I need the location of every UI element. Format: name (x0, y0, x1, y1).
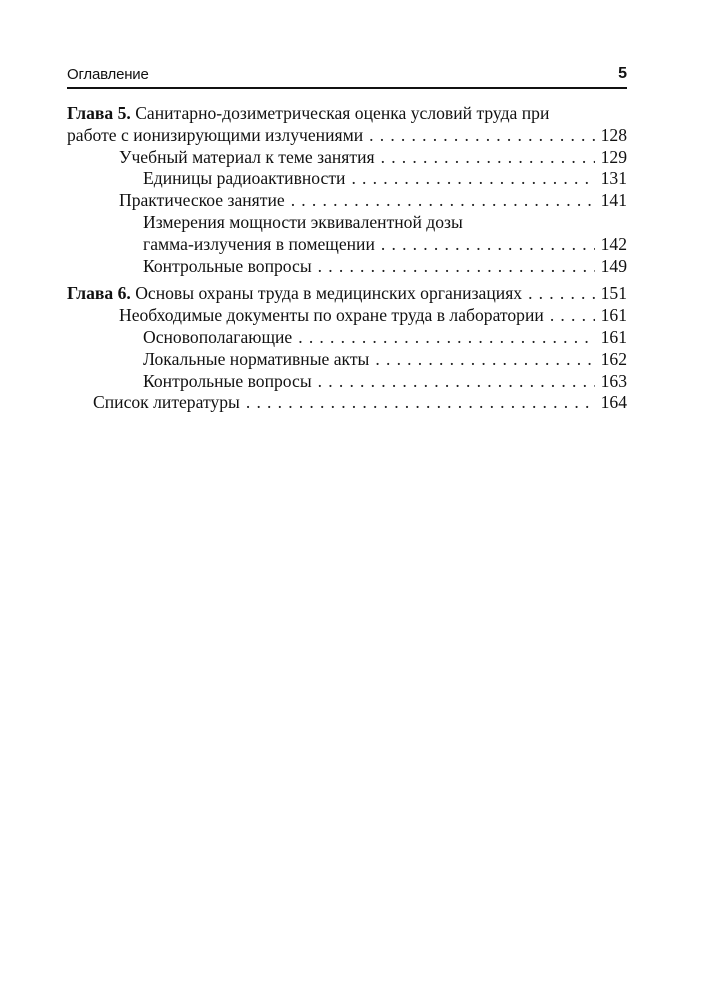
leader-dots (318, 371, 595, 393)
leader-dots (369, 125, 594, 147)
item-title: Необходимые документы по охране труда в лаборатории (119, 305, 544, 326)
toc-item[interactable] (67, 349, 627, 371)
item-title: Контрольные вопросы (143, 370, 312, 391)
toc-item[interactable] (67, 168, 627, 190)
item-title: Единицы радиоактивности (143, 168, 346, 189)
toc-item[interactable] (67, 256, 627, 278)
page-number: 151 (600, 283, 627, 304)
item-title: Учебный материал к теме занятия (119, 146, 375, 167)
item-title: Список литературы (93, 392, 240, 413)
leader-dots (291, 190, 595, 212)
toc-chapter-5[interactable] (67, 103, 627, 147)
item-title-continued: гамма-излучения в помещении (143, 233, 375, 254)
leader-dots (318, 256, 595, 278)
leader-dots (375, 349, 594, 371)
header-page-number: 5 (618, 65, 627, 82)
leader-dots (528, 283, 595, 305)
toc-item[interactable] (67, 212, 627, 256)
leader-dots (381, 234, 595, 256)
toc-item[interactable] (67, 147, 627, 169)
page-number: 161 (600, 326, 627, 347)
page-number: 161 (600, 305, 627, 326)
leader-dots (381, 147, 595, 169)
toc-item[interactable] (67, 371, 627, 393)
chapter-title-continued: работе с ионизирующими излучениями (67, 124, 364, 145)
item-title: Локальные нормативные акты (143, 348, 370, 369)
item-title: Измерения мощности эквивалентной дозы (143, 211, 463, 232)
leader-dots (246, 392, 595, 414)
leader-dots (550, 305, 595, 327)
page-number: 128 (600, 124, 627, 145)
leader-dots (351, 168, 594, 190)
toc-bibliography[interactable] (67, 392, 627, 414)
page-number: 149 (600, 255, 627, 276)
table-of-contents (67, 103, 627, 414)
chapter-label: Глава 5. (67, 103, 131, 123)
page-number: 142 (600, 233, 627, 254)
header-title: Оглавление (67, 66, 149, 83)
page-number: 163 (600, 370, 627, 391)
chapter-label: Глава 6. (67, 283, 131, 304)
item-title: Практическое занятие (119, 190, 285, 211)
toc-item[interactable] (67, 327, 627, 349)
toc-chapter-6[interactable] (67, 283, 627, 305)
item-title: Основополагающие (143, 326, 293, 347)
page-number: 129 (600, 146, 627, 167)
page-number: 162 (600, 348, 627, 369)
toc-item[interactable] (67, 190, 627, 212)
page-number: 141 (600, 190, 627, 211)
toc-item[interactable] (67, 305, 627, 327)
chapter-title: Санитарно-дозиметрическая оценка условий труда при (135, 103, 550, 123)
chapter-title: Основы охраны труда в медицинских организациях (135, 283, 523, 304)
page-number: 131 (600, 168, 627, 189)
page-number: 164 (600, 392, 627, 413)
leader-dots (298, 327, 594, 349)
running-header (67, 63, 627, 89)
item-title: Контрольные вопросы (143, 255, 312, 276)
